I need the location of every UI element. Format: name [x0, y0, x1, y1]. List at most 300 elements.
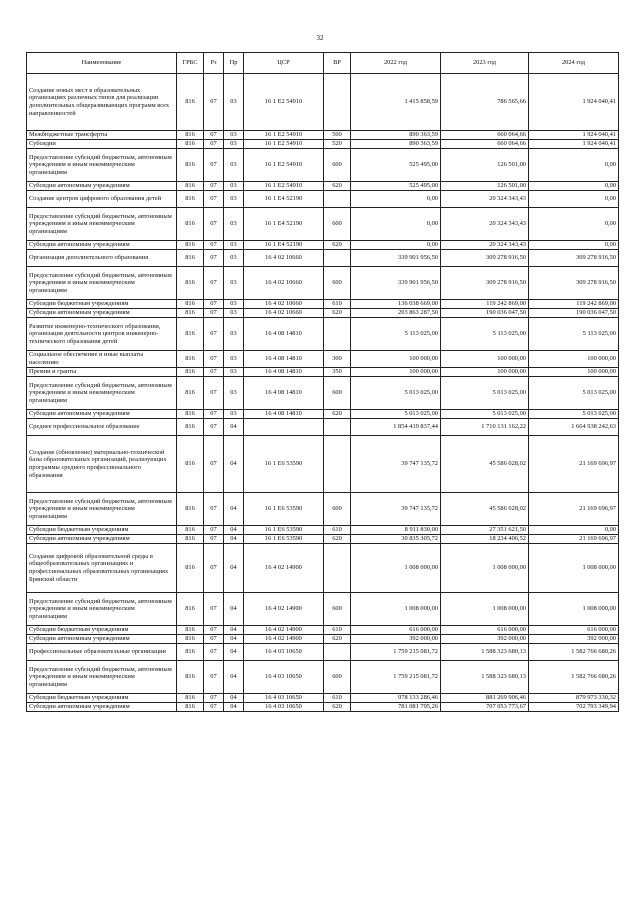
cell-grbs: 816 [177, 644, 204, 661]
cell-y2022: 1 854 419 837,44 [351, 419, 441, 436]
table-row [27, 300, 619, 309]
cell-pr: 04 [224, 703, 244, 712]
table-row [27, 694, 619, 703]
cell-y2022: 978 133 286,46 [351, 694, 441, 703]
cell-name: Субсидии автономным учреждениям [27, 535, 177, 544]
cell-y2024: 0,00 [529, 182, 619, 191]
cell-vr [324, 436, 351, 493]
cell-grbs: 816 [177, 74, 204, 131]
table-row [27, 149, 619, 182]
cell-rz: 07 [204, 526, 224, 535]
cell-y2022: 616 000,00 [351, 626, 441, 635]
cell-pr: 03 [224, 182, 244, 191]
cell-vr: 610 [324, 626, 351, 635]
table-row [27, 419, 619, 436]
cell-grbs: 816 [177, 544, 204, 593]
table-body [27, 74, 619, 712]
cell-pr: 04 [224, 694, 244, 703]
cell-pr: 04 [224, 493, 244, 526]
cell-y2024: 5 013 025,00 [529, 410, 619, 419]
cell-vr: 350 [324, 368, 351, 377]
cell-name: Создание цифровой образовательной среды в общеобразовательных организациях и профессиональных образовательных организациях Брянской области [27, 544, 177, 593]
cell-csr: 16 1 E2 54910 [244, 140, 324, 149]
cell-vr: 600 [324, 493, 351, 526]
cell-grbs: 816 [177, 182, 204, 191]
cell-rz: 07 [204, 208, 224, 241]
cell-y2024: 616 000,00 [529, 626, 619, 635]
cell-y2024: 190 036 047,50 [529, 309, 619, 318]
table-row [27, 535, 619, 544]
cell-vr: 600 [324, 377, 351, 410]
header-2022: 2022 год [351, 53, 441, 74]
cell-vr [324, 544, 351, 593]
cell-y2024: 100 000,00 [529, 368, 619, 377]
cell-csr: 16 1 E6 53590 [244, 526, 324, 535]
cell-y2022: 5 113 025,00 [351, 318, 441, 351]
cell-vr: 500 [324, 131, 351, 140]
cell-y2023: 126 501,00 [441, 149, 529, 182]
cell-y2023: 190 036 047,50 [441, 309, 529, 318]
table-row [27, 241, 619, 250]
cell-vr: 620 [324, 635, 351, 644]
cell-pr: 04 [224, 626, 244, 635]
table-row [27, 635, 619, 644]
cell-rz: 07 [204, 267, 224, 300]
cell-rz: 07 [204, 182, 224, 191]
cell-rz: 07 [204, 241, 224, 250]
cell-name: Среднее профессиональное образование [27, 419, 177, 436]
cell-y2022: 339 901 956,50 [351, 267, 441, 300]
cell-y2023: 786 565,66 [441, 74, 529, 131]
cell-y2023: 20 324 343,43 [441, 208, 529, 241]
cell-vr: 300 [324, 351, 351, 368]
cell-y2024: 1 582 766 680,26 [529, 644, 619, 661]
cell-y2023: 27 351 621,50 [441, 526, 529, 535]
cell-pr: 04 [224, 593, 244, 626]
cell-grbs: 816 [177, 300, 204, 309]
cell-y2024: 0,00 [529, 208, 619, 241]
cell-csr: 16 4 08 14810 [244, 351, 324, 368]
cell-pr: 03 [224, 377, 244, 410]
cell-vr: 610 [324, 300, 351, 309]
cell-y2023: 5 013 025,00 [441, 410, 529, 419]
cell-vr: 600 [324, 149, 351, 182]
budget-table [26, 52, 619, 712]
cell-pr: 03 [224, 410, 244, 419]
cell-name: Профессиональные образовательные организации [27, 644, 177, 661]
cell-rz: 07 [204, 419, 224, 436]
cell-y2022: 100 000,00 [351, 368, 441, 377]
cell-rz: 07 [204, 140, 224, 149]
cell-rz: 07 [204, 493, 224, 526]
cell-rz: 07 [204, 250, 224, 267]
cell-csr: 16 4 02 14900 [244, 626, 324, 635]
cell-vr: 620 [324, 535, 351, 544]
cell-vr: 600 [324, 593, 351, 626]
cell-name: Субсидии автономным учреждениям [27, 635, 177, 644]
cell-csr: 16 4 03 10650 [244, 694, 324, 703]
cell-csr: 16 4 02 14900 [244, 544, 324, 593]
cell-csr: 16 4 08 14810 [244, 410, 324, 419]
cell-csr: 16 1 E6 53590 [244, 535, 324, 544]
cell-rz: 07 [204, 309, 224, 318]
table-row [27, 74, 619, 131]
cell-pr: 03 [224, 318, 244, 351]
header-2024: 2024 год [529, 53, 619, 74]
cell-grbs: 816 [177, 493, 204, 526]
cell-grbs: 816 [177, 131, 204, 140]
cell-y2024: 100 000,00 [529, 351, 619, 368]
cell-csr: 16 4 08 14810 [244, 377, 324, 410]
cell-grbs: 816 [177, 635, 204, 644]
cell-csr: 16 1 E4 52190 [244, 241, 324, 250]
table-row [27, 544, 619, 593]
cell-y2023: 18 234 406,52 [441, 535, 529, 544]
cell-pr: 03 [224, 351, 244, 368]
cell-vr: 620 [324, 410, 351, 419]
cell-grbs: 816 [177, 351, 204, 368]
cell-name: Предоставление субсидий бюджетным, автономным учреждениям и иным некоммерческим организациям [27, 208, 177, 241]
cell-grbs: 816 [177, 191, 204, 208]
cell-y2022: 5 013 025,00 [351, 410, 441, 419]
table-row [27, 368, 619, 377]
cell-grbs: 816 [177, 526, 204, 535]
cell-y2024: 0,00 [529, 191, 619, 208]
cell-y2024: 21 169 696,97 [529, 535, 619, 544]
cell-name: Субсидии автономным учреждениям [27, 241, 177, 250]
cell-vr: 620 [324, 241, 351, 250]
cell-grbs: 816 [177, 140, 204, 149]
cell-y2022: 8 911 830,00 [351, 526, 441, 535]
cell-csr: 16 4 03 10650 [244, 661, 324, 694]
cell-y2022: 1 415 858,59 [351, 74, 441, 131]
cell-pr: 03 [224, 250, 244, 267]
cell-rz: 07 [204, 661, 224, 694]
table-row [27, 267, 619, 300]
cell-y2023: 1 710 131 162,22 [441, 419, 529, 436]
cell-y2024: 5 013 025,00 [529, 377, 619, 410]
cell-grbs: 816 [177, 377, 204, 410]
cell-name: Премии и гранты [27, 368, 177, 377]
cell-y2022: 0,00 [351, 208, 441, 241]
cell-name: Создание центров цифрового образования детей [27, 191, 177, 208]
cell-y2024: 702 793 349,94 [529, 703, 619, 712]
table-row [27, 131, 619, 140]
cell-y2022: 1 008 000,00 [351, 544, 441, 593]
cell-y2024: 21 169 696,97 [529, 436, 619, 493]
cell-rz: 07 [204, 694, 224, 703]
cell-name: Предоставление субсидий бюджетным, автономным учреждениям и иным некоммерческим организациям [27, 493, 177, 526]
cell-csr: 16 1 E2 54910 [244, 149, 324, 182]
cell-rz: 07 [204, 436, 224, 493]
cell-grbs: 816 [177, 661, 204, 694]
cell-pr: 03 [224, 267, 244, 300]
cell-pr: 03 [224, 149, 244, 182]
cell-grbs: 816 [177, 694, 204, 703]
cell-pr: 03 [224, 131, 244, 140]
cell-y2022: 525 495,00 [351, 149, 441, 182]
cell-name: Субсидии автономным учреждениям [27, 182, 177, 191]
cell-csr: 16 4 08 14810 [244, 368, 324, 377]
table-row [27, 626, 619, 635]
cell-vr: 600 [324, 661, 351, 694]
cell-pr: 04 [224, 635, 244, 644]
cell-pr: 03 [224, 74, 244, 131]
cell-y2022: 392 000,00 [351, 635, 441, 644]
table-row [27, 140, 619, 149]
cell-y2022: 39 747 135,72 [351, 493, 441, 526]
cell-rz: 07 [204, 300, 224, 309]
cell-y2022: 1 759 215 081,72 [351, 661, 441, 694]
cell-y2022: 39 747 135,72 [351, 436, 441, 493]
cell-y2023: 392 000,00 [441, 635, 529, 644]
table-row [27, 250, 619, 267]
cell-grbs: 816 [177, 593, 204, 626]
cell-y2024: 1 924 040,41 [529, 140, 619, 149]
cell-vr: 600 [324, 208, 351, 241]
cell-y2022: 0,00 [351, 191, 441, 208]
cell-grbs: 816 [177, 535, 204, 544]
cell-y2023: 309 278 916,50 [441, 267, 529, 300]
cell-pr: 04 [224, 436, 244, 493]
cell-pr: 03 [224, 140, 244, 149]
cell-rz: 07 [204, 593, 224, 626]
cell-csr: 16 4 02 14900 [244, 635, 324, 644]
cell-y2024: 1 924 040,41 [529, 74, 619, 131]
cell-y2024: 1 008 000,00 [529, 544, 619, 593]
table-row [27, 526, 619, 535]
cell-rz: 07 [204, 703, 224, 712]
table-header [27, 53, 619, 74]
cell-grbs: 816 [177, 267, 204, 300]
cell-csr: 16 4 02 10660 [244, 309, 324, 318]
cell-grbs: 816 [177, 318, 204, 351]
cell-grbs: 816 [177, 436, 204, 493]
cell-rz: 07 [204, 544, 224, 593]
cell-name: Предоставление субсидий бюджетным, автономным учреждениям и иным некоммерческим организациям [27, 593, 177, 626]
cell-name: Предоставление субсидий бюджетным, автономным учреждениям и иным некоммерческим организациям [27, 661, 177, 694]
table-row [27, 410, 619, 419]
cell-pr: 04 [224, 419, 244, 436]
cell-vr [324, 644, 351, 661]
cell-y2022: 1 759 215 081,72 [351, 644, 441, 661]
cell-y2022: 339 901 956,50 [351, 250, 441, 267]
cell-y2023: 100 000,00 [441, 368, 529, 377]
cell-y2022: 136 038 669,00 [351, 300, 441, 309]
cell-vr [324, 191, 351, 208]
cell-y2023: 1 588 323 680,13 [441, 661, 529, 694]
header-name: Наименование [27, 53, 177, 74]
cell-vr [324, 419, 351, 436]
cell-name: Субсидии бюджетным учреждениям [27, 300, 177, 309]
table-row [27, 661, 619, 694]
cell-csr: 16 4 02 10660 [244, 300, 324, 309]
cell-rz: 07 [204, 626, 224, 635]
cell-y2024: 309 278 916,50 [529, 250, 619, 267]
cell-y2023: 100 000,00 [441, 351, 529, 368]
cell-vr [324, 318, 351, 351]
cell-vr [324, 250, 351, 267]
cell-vr: 610 [324, 526, 351, 535]
cell-pr: 03 [224, 368, 244, 377]
cell-grbs: 816 [177, 703, 204, 712]
cell-vr: 520 [324, 140, 351, 149]
cell-y2022: 890 363,59 [351, 131, 441, 140]
cell-vr: 620 [324, 309, 351, 318]
table-row [27, 493, 619, 526]
cell-csr: 16 1 E6 53590 [244, 436, 324, 493]
cell-rz: 07 [204, 410, 224, 419]
cell-rz: 07 [204, 368, 224, 377]
cell-name: Организация дополнительного образования [27, 250, 177, 267]
cell-y2022: 781 081 795,26 [351, 703, 441, 712]
table-row [27, 191, 619, 208]
cell-name: Субсидии бюджетным учреждениям [27, 626, 177, 635]
cell-name: Социальное обеспечение и иные выплаты населению [27, 351, 177, 368]
cell-y2023: 119 242 869,00 [441, 300, 529, 309]
table-row [27, 436, 619, 493]
cell-grbs: 816 [177, 149, 204, 182]
cell-csr: 16 1 E4 52190 [244, 191, 324, 208]
cell-y2022: 0,00 [351, 241, 441, 250]
cell-vr [324, 74, 351, 131]
cell-pr: 03 [224, 241, 244, 250]
cell-csr: 16 4 02 14900 [244, 593, 324, 626]
cell-y2023: 5 013 025,00 [441, 377, 529, 410]
cell-vr: 620 [324, 703, 351, 712]
cell-rz: 07 [204, 318, 224, 351]
header-2023: 2023 год [441, 53, 529, 74]
header-grbs: ГРБС [177, 53, 204, 74]
cell-name: Создание новых мест в образовательных организациях различных типов для реализации дополнительных общеразвивающих программ всех направленностей [27, 74, 177, 131]
cell-y2024: 879 973 330,32 [529, 694, 619, 703]
cell-name: Субсидии [27, 140, 177, 149]
cell-vr: 610 [324, 694, 351, 703]
cell-rz: 07 [204, 535, 224, 544]
cell-csr [244, 419, 324, 436]
cell-y2023: 45 586 028,02 [441, 493, 529, 526]
cell-grbs: 816 [177, 208, 204, 241]
header-vr: ВР [324, 53, 351, 74]
cell-y2024: 1 924 040,41 [529, 131, 619, 140]
cell-y2024: 0,00 [529, 149, 619, 182]
cell-grbs: 816 [177, 368, 204, 377]
cell-rz: 07 [204, 74, 224, 131]
cell-rz: 07 [204, 644, 224, 661]
cell-pr: 03 [224, 191, 244, 208]
cell-y2024: 309 278 916,50 [529, 267, 619, 300]
table-row [27, 208, 619, 241]
cell-pr: 03 [224, 300, 244, 309]
cell-pr: 04 [224, 544, 244, 593]
cell-rz: 07 [204, 377, 224, 410]
cell-y2022: 5 013 025,00 [351, 377, 441, 410]
cell-name: Субсидии бюджетным учреждениям [27, 694, 177, 703]
cell-y2023: 20 324 343,43 [441, 191, 529, 208]
cell-rz: 07 [204, 149, 224, 182]
cell-y2023: 1 588 323 680,13 [441, 644, 529, 661]
cell-y2023: 309 278 916,50 [441, 250, 529, 267]
cell-y2022: 890 363,59 [351, 140, 441, 149]
cell-y2024: 119 242 869,00 [529, 300, 619, 309]
table-row [27, 309, 619, 318]
cell-rz: 07 [204, 191, 224, 208]
cell-grbs: 816 [177, 626, 204, 635]
cell-grbs: 816 [177, 309, 204, 318]
cell-name: Межбюджетные трансферты [27, 131, 177, 140]
cell-vr: 600 [324, 267, 351, 300]
cell-name: Создание (обновление) материально-технической базы образовательных организаций, реализующих программы среднего профессионального образования [27, 436, 177, 493]
cell-csr: 16 4 03 10650 [244, 644, 324, 661]
page-number: 32 [316, 34, 324, 42]
table-row [27, 318, 619, 351]
cell-pr: 04 [224, 526, 244, 535]
cell-grbs: 816 [177, 419, 204, 436]
cell-y2023: 45 586 028,02 [441, 436, 529, 493]
cell-y2022: 203 863 287,50 [351, 309, 441, 318]
header-rz: Рз [204, 53, 224, 74]
cell-y2024: 21 169 696,97 [529, 493, 619, 526]
cell-grbs: 816 [177, 410, 204, 419]
cell-pr: 04 [224, 661, 244, 694]
cell-grbs: 816 [177, 241, 204, 250]
cell-y2024: 0,00 [529, 526, 619, 535]
cell-vr: 620 [324, 182, 351, 191]
cell-y2023: 126 501,00 [441, 182, 529, 191]
cell-y2023: 660 064,66 [441, 140, 529, 149]
table-row [27, 703, 619, 712]
table-row [27, 182, 619, 191]
cell-name: Субсидии бюджетным учреждениям [27, 526, 177, 535]
cell-y2023: 616 000,00 [441, 626, 529, 635]
cell-y2024: 1 008 000,00 [529, 593, 619, 626]
cell-y2022: 30 835 305,72 [351, 535, 441, 544]
cell-csr: 16 4 02 10660 [244, 267, 324, 300]
cell-name: Развитие инженерно-технического образования, организация деятельности центров инженерно-технического образования детей [27, 318, 177, 351]
cell-y2024: 5 113 025,00 [529, 318, 619, 351]
cell-name: Субсидии автономным учреждениям [27, 703, 177, 712]
cell-y2024: 1 582 766 680,26 [529, 661, 619, 694]
cell-csr: 16 1 E6 53590 [244, 493, 324, 526]
cell-csr: 16 4 02 10660 [244, 250, 324, 267]
cell-csr: 16 4 03 10650 [244, 703, 324, 712]
cell-y2024: 1 664 938 242,63 [529, 419, 619, 436]
cell-csr: 16 1 E4 52190 [244, 208, 324, 241]
cell-name: Предоставление субсидий бюджетным, автономным учреждениям и иным некоммерческим организациям [27, 149, 177, 182]
cell-y2024: 0,00 [529, 241, 619, 250]
cell-rz: 07 [204, 131, 224, 140]
cell-csr: 16 1 E2 54910 [244, 131, 324, 140]
header-csr: ЦСР [244, 53, 324, 74]
cell-y2023: 1 008 000,00 [441, 544, 529, 593]
cell-y2023: 660 064,66 [441, 131, 529, 140]
cell-rz: 07 [204, 351, 224, 368]
cell-y2023: 20 324 343,43 [441, 241, 529, 250]
table-row [27, 351, 619, 368]
cell-y2023: 881 269 906,46 [441, 694, 529, 703]
cell-y2022: 525 495,00 [351, 182, 441, 191]
cell-name: Субсидии автономным учреждениям [27, 410, 177, 419]
cell-csr: 16 4 08 14810 [244, 318, 324, 351]
cell-y2023: 707 053 773,67 [441, 703, 529, 712]
cell-pr: 04 [224, 644, 244, 661]
cell-y2022: 1 008 000,00 [351, 593, 441, 626]
cell-grbs: 816 [177, 250, 204, 267]
cell-pr: 03 [224, 208, 244, 241]
cell-name: Предоставление субсидий бюджетным, автономным учреждениям и иным некоммерческим организациям [27, 377, 177, 410]
cell-y2024: 392 000,00 [529, 635, 619, 644]
table-row [27, 644, 619, 661]
